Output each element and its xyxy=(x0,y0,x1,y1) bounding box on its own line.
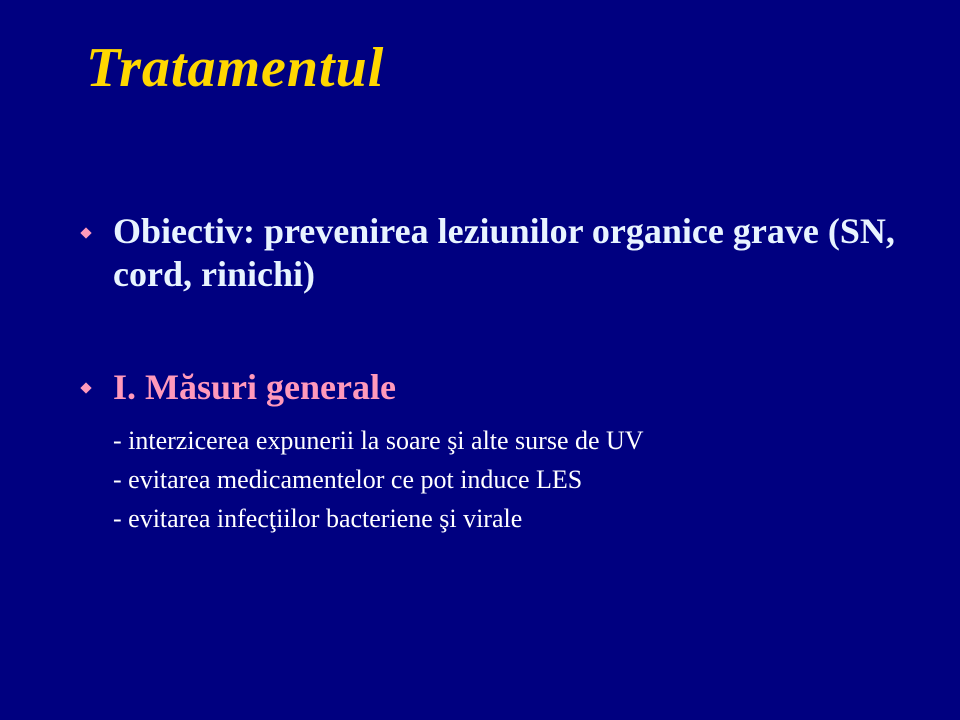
slide-title: Tratamentul xyxy=(86,37,385,99)
general-measures-list xyxy=(113,421,893,538)
list-item: - evitarea medicamentelor ce pot induce LES xyxy=(113,465,583,494)
list-item: - evitarea infecţiilor bacteriene şi virale xyxy=(113,504,523,533)
diamond-bullet-icon xyxy=(80,382,91,393)
section-heading-general-measures: I. Măsuri generale xyxy=(113,367,396,407)
objective-text: Obiectiv: prevenirea leziunilor organice grave (SN, cord, rinichi) xyxy=(113,211,895,294)
diamond-bullet-icon xyxy=(80,227,91,238)
list-item: - interzicerea expunerii la soare şi alte surse de UV xyxy=(113,426,644,455)
